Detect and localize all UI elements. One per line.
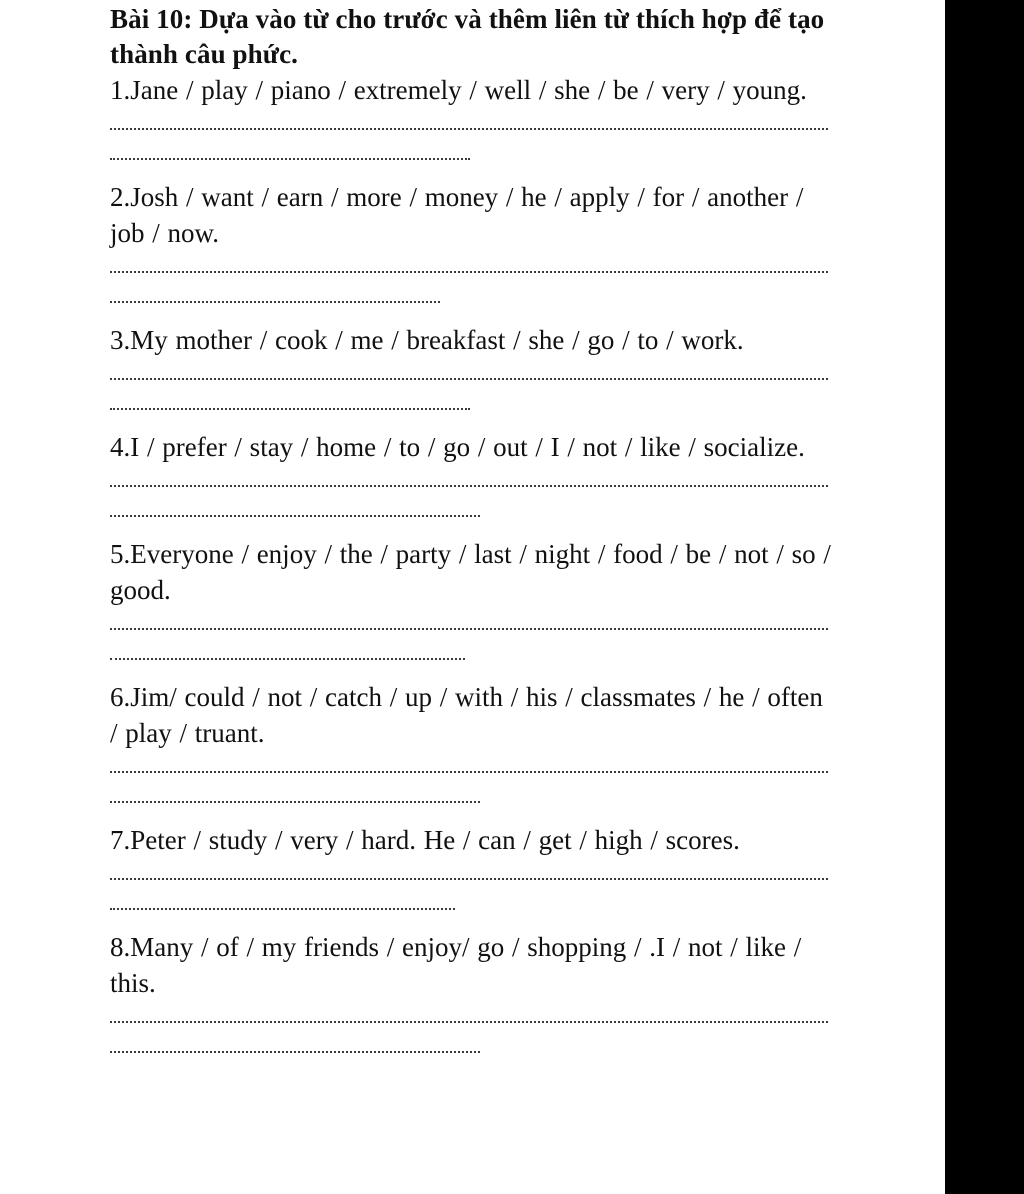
answer-line[interactable]: [110, 628, 828, 630]
exercise-item-3: [110, 322, 835, 410]
answer-line[interactable]: [110, 1051, 480, 1053]
answer-line[interactable]: [110, 658, 465, 660]
answer-line[interactable]: [110, 158, 470, 160]
answer-line[interactable]: [110, 515, 480, 517]
answer-line[interactable]: [110, 771, 828, 773]
exercise-item-7: [110, 822, 835, 910]
exercise-prompt: 8.Many / of / my friends / enjoy/ go / shopping / .I / not / like / this.: [110, 932, 802, 998]
exercise-prompt: 4.I / prefer / stay / home / to / go / out / I / not / like / socialize.: [110, 432, 805, 462]
exercise-prompt: 6.Jim/ could / not / catch / up / with / his / classmates / he / often / play / truant.: [110, 682, 823, 748]
exercise-prompt: 5.Everyone / enjoy / the / party / last / night / food / be / not / so / good.: [110, 539, 831, 605]
answer-line[interactable]: [110, 271, 828, 273]
exercise-prompt: 3.My mother / cook / me / breakfast / she / go / to / work.: [110, 325, 744, 355]
answer-line[interactable]: [110, 878, 828, 880]
exercise-item-1: [110, 72, 835, 160]
exercise-item-5: [110, 536, 835, 660]
exercise-item-4: [110, 429, 835, 517]
answer-line[interactable]: [110, 378, 828, 380]
answer-line[interactable]: [110, 485, 828, 487]
answer-line[interactable]: [110, 908, 455, 910]
exercise-item-6: [110, 679, 835, 803]
exercise-prompt: 1.Jane / play / piano / extremely / well / she / be / very / young.: [110, 75, 807, 105]
answer-line[interactable]: [110, 801, 480, 803]
answer-line[interactable]: [110, 408, 470, 410]
exercise-item-8: [110, 929, 835, 1053]
worksheet-content: [110, 0, 835, 1072]
answer-line[interactable]: [110, 1021, 828, 1023]
answer-line[interactable]: [110, 301, 440, 303]
answer-line[interactable]: [110, 128, 828, 130]
exercise-prompt: 7.Peter / study / very / hard. He / can / get / high / scores.: [110, 825, 740, 855]
exercise-title: Bài 10: Dựa vào từ cho trước và thêm liên từ thích hợp để tạo thành câu phức.: [110, 4, 825, 69]
exercise-item-2: [110, 179, 835, 303]
exercise-prompt: 2.Josh / want / earn / more / money / he / apply / for / another / job / now.: [110, 182, 804, 248]
